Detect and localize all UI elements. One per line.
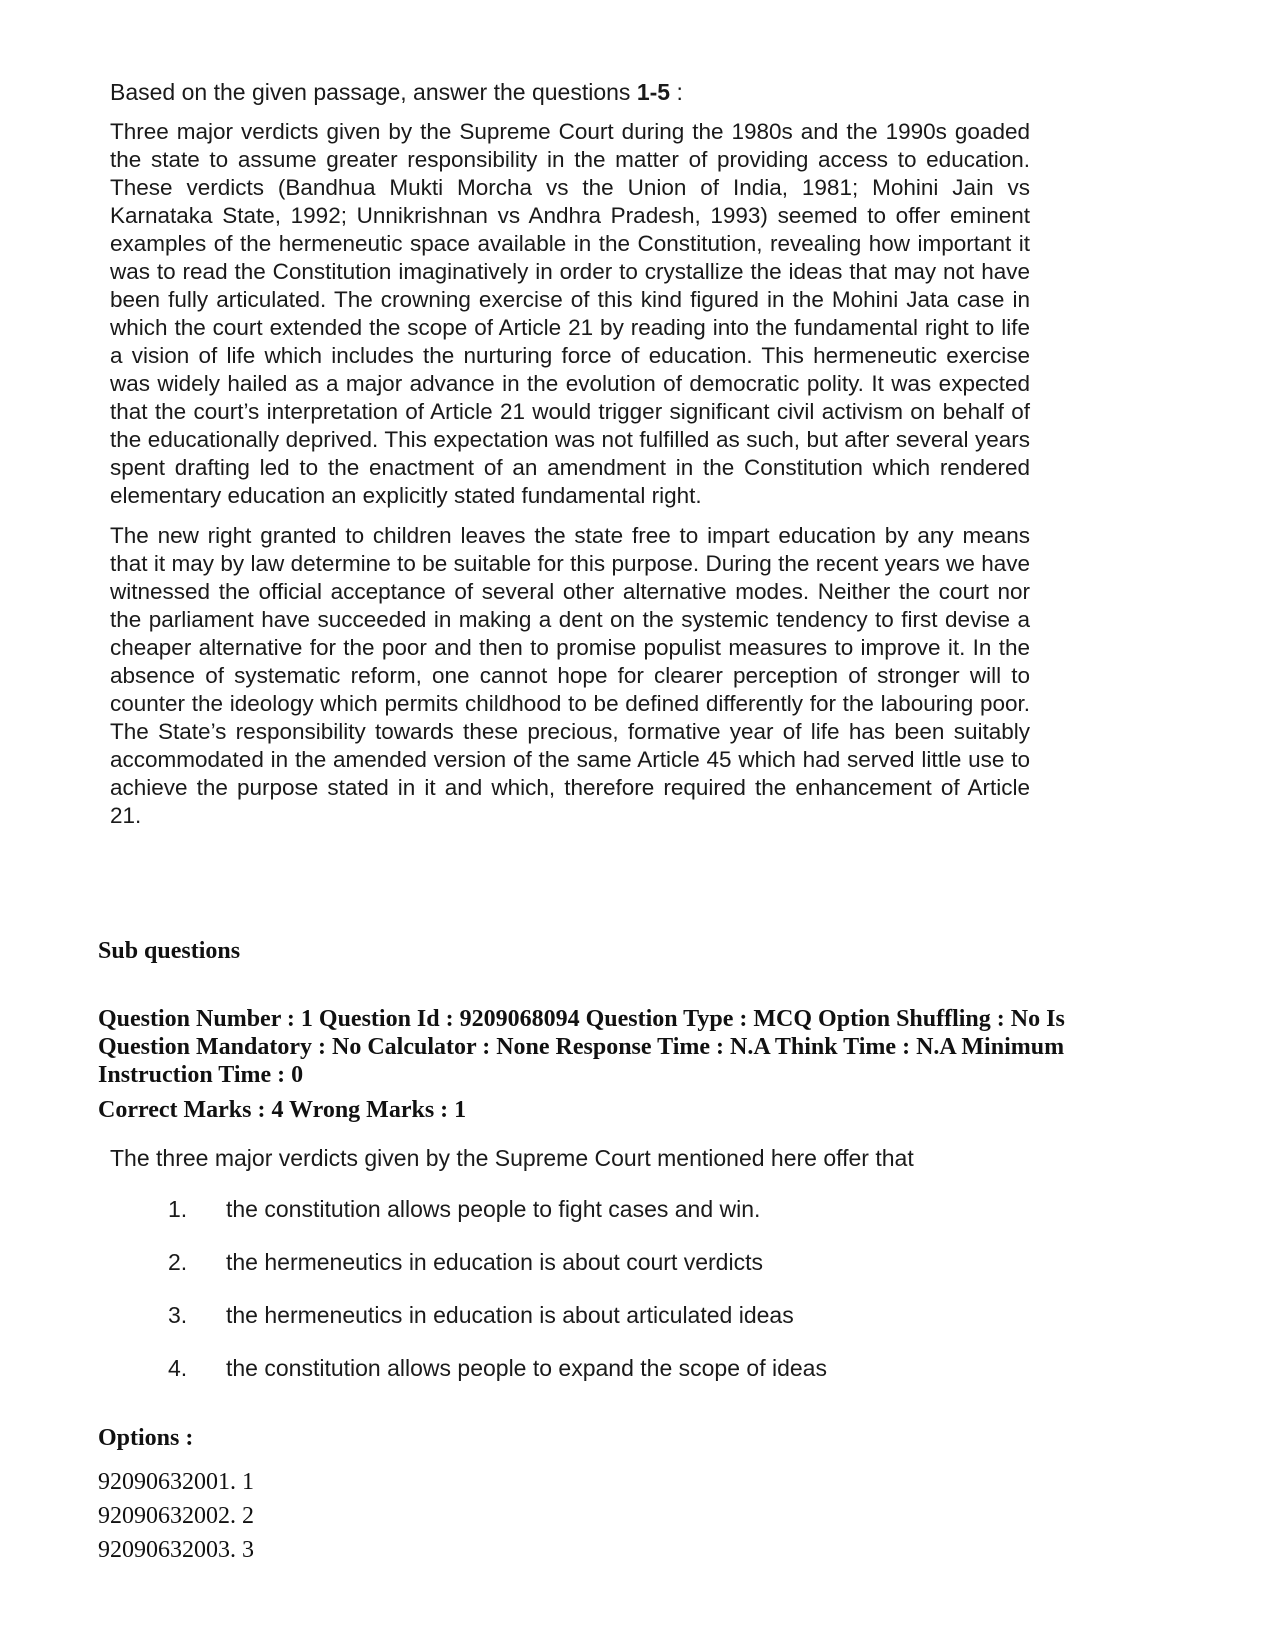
choice-item [168,1249,968,1302]
choice-number: 4. [168,1355,188,1381]
choice-list [168,1196,968,1408]
option-item: 92090632001. 1 [98,1469,254,1495]
options-heading: Options : [98,1425,194,1451]
choice-number: 2. [168,1249,188,1275]
intro-prefix: Based on the given passage, answer the questions [110,79,637,105]
passage-intro [110,78,1030,106]
options-list [98,1467,254,1569]
intro-question-range: 1-5 [636,79,671,105]
choice-item [168,1196,968,1249]
choice-item [168,1302,968,1355]
passage-block [110,78,1030,842]
choice-number: 1. [168,1196,188,1222]
choice-text: the constitution allows people to expand the scope of ideas [226,1355,827,1381]
passage-paragraph-2: The new right granted to children leaves the state free to impart education by any means that it may by law determine to be suitable for this purpose. During the recent years we have witnessed the official acceptance of several other alternative modes. Neither the court nor the parliament have succeeded in making a dent on the systemic tendency to first devise a cheaper alternative for the poor and then to promise populist measures to improve it. In the absence of systematic reform, one cannot hope for clearer perception of stronger will to counter the ideology which permits childhood to be defined differently for the labouring poor. The State’s responsibility towards these precious, formative year of life has been suitably accommodated in the amended version of the same Article 45 which had served little use to achieve the purpose stated in it and which, therefore required the enhancement of Article 21. [110,523,1030,828]
option-item: 92090632003. 3 [98,1537,254,1563]
intro-suffix: : [670,79,683,105]
question-stem: The three major verdicts given by the Supreme Court mentioned here offer that [110,1145,914,1171]
question-marks: Correct Marks : 4 Wrong Marks : 1 [98,1097,467,1123]
passage-paragraph-1: Three major verdicts given by the Supreme Court during the 1980s and the 1990s goaded the state to assume greater responsibility in the matter of providing access to education. These verdicts (Bandhua Mukti Morcha vs the Union of India, 1981; Mohini Jain vs Karnataka State, 1992; Unnikrishnan vs Andhra Pradesh, 1993) seemed to offer eminent examples of the hermeneutic space available in the Constitution, revealing how important it was to read the Constitution imaginatively in order to crystallize the ideas that may not have been fully articulated. The crowning exercise of this kind figured in the Mohini Jata case in which the court extended the scope of Article 21 by reading into the fundamental right to life a vision of life which includes the nurturing force of education. This hermeneutic exercise was widely hailed as a major advance in the evolution of democratic polity. It was expected that the court’s interpretation of Article 21 would trigger significant civil activism on behalf of the educationally deprived. This expectation was not fulfilled as such, but after several years spent drafting led to the enactment of an amendment in the Constitution which rendered elementary education an explicitly stated fundamental right. [110,119,1030,508]
choice-item [168,1355,968,1408]
choice-number: 3. [168,1302,188,1328]
choice-text: the hermeneutics in education is about articulated ideas [226,1302,794,1328]
question-meta: Question Number : 1 Question Id : 9209068094 Question Type : MCQ Option Shuffling : No Is Question Mandatory : No Calculator : None Response Time : N.A Think Time : N.A Minimum Instruction Time : 0 [98,1006,1065,1088]
option-item: 92090632002. 2 [98,1503,254,1529]
sub-questions-heading: Sub questions [98,938,241,964]
choice-text: the constitution allows people to fight cases and win. [226,1196,761,1222]
choice-text: the hermeneutics in education is about court verdicts [226,1249,763,1275]
